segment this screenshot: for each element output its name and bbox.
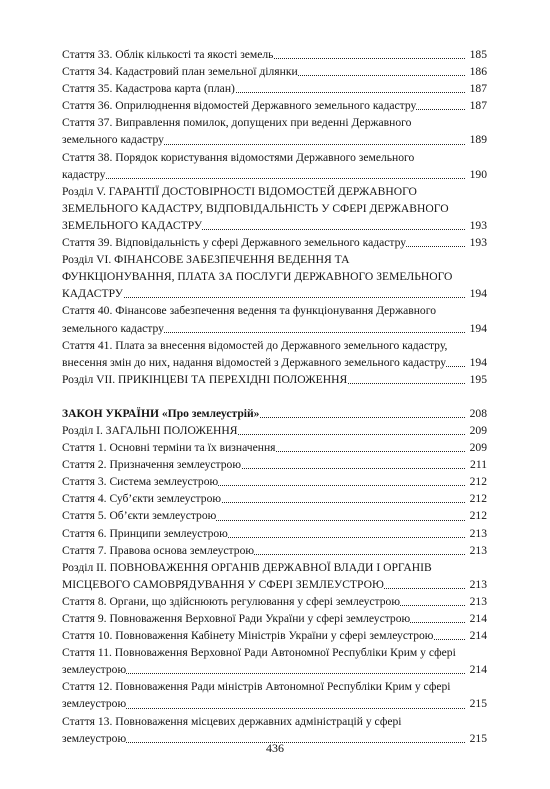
toc-entry-title: Розділ ІІ. ПОВНОВАЖЕННЯ ОРГАНІВ ДЕРЖАВНОЇ ВЛАДИ І ОРГАНІВ МІСЦЕВОГО САМОВРЯДУВАННЯ У СФЕРІ ЗЕМЛЕУСТРОЮ xyxy=(62,560,432,591)
toc-entry xyxy=(62,542,487,559)
toc-entry-title: Стаття 13. Повноваження місцевих державних адміністрацій у сфері землеустрою xyxy=(62,714,402,745)
toc-entry-title: Стаття 34. Кадастровий план земельної ділянки xyxy=(62,65,298,79)
toc-entry-page: 189 xyxy=(470,131,487,148)
toc-entry xyxy=(62,114,487,148)
toc-entry-title: Стаття 8. Органи, що здійснюють регулювання у сфері землеустрою xyxy=(62,594,401,608)
toc-entry xyxy=(62,371,487,388)
toc-entry-page: 213 xyxy=(470,525,487,542)
toc-entry-page: 195 xyxy=(470,371,487,388)
toc-entry-title: Розділ VI. ФІНАНСОВЕ ЗАБЕЗПЕЧЕННЯ ВЕДЕННЯ ТА ФУНКЦІОНУВАННЯ, ПЛАТА ЗА ПОСЛУГИ ДЕРЖАВНОГО ЗЕМЕЛЬНОГО КАДАСТРУ xyxy=(62,253,453,301)
toc-entry-title: Стаття 4. Суб’єкти землеустрою xyxy=(62,492,222,506)
toc-entry-page: 215 xyxy=(470,695,487,712)
toc-entry-title: Стаття 10. Повноваження Кабінету Міністрів України у сфері землеустрою xyxy=(62,629,434,643)
toc-entry xyxy=(62,97,487,114)
toc-entry xyxy=(62,627,487,644)
toc-entry-title: Стаття 38. Порядок користування відомостями Державного земельного кадастру xyxy=(62,150,415,181)
table-of-contents xyxy=(62,46,487,747)
toc-entry-page: 208 xyxy=(470,405,487,422)
toc-entry-title: Розділ І. ЗАГАЛЬНІ ПОЛОЖЕННЯ xyxy=(62,423,238,437)
toc-entry-page: 187 xyxy=(470,80,487,97)
toc-entry-page: 209 xyxy=(470,422,487,439)
toc-entry-title: Стаття 39. Відповідальність у сфері Державного земельного кадастру xyxy=(62,236,407,250)
toc-entry-page: 190 xyxy=(470,166,487,183)
toc-entry-title: Розділ V. ГАРАНТІЇ ДОСТОВІРНОСТІ ВІДОМОСТЕЙ ДЕРЖАВНОГО ЗЕМЕЛЬНОГО КАДАСТРУ, ВІДПОВІДАЛЬНІСТЬ У СФЕРІ ДЕРЖАВНОГО ЗЕМЕЛЬНОГО КАДАСТРУ xyxy=(62,184,449,232)
toc-entry-page: 211 xyxy=(470,456,487,473)
toc-entry-page: 214 xyxy=(470,627,487,644)
toc-entry xyxy=(62,302,487,336)
toc-entry-title: Стаття 2. Призначення землеустрою xyxy=(62,458,242,472)
toc-entry-title: Стаття 41. Плата за внесення відомостей до Державного земельного кадастру, внесення змін до них, надання відомостей з Державного земельного кадастру xyxy=(62,338,448,369)
toc-entry-page: 194 xyxy=(470,354,487,371)
toc-section-land-management-law xyxy=(62,405,487,747)
toc-entry-title: Стаття 37. Виправлення помилок, допущених при веденні Державного земельного кадастру xyxy=(62,116,412,147)
toc-entry-page: 214 xyxy=(470,661,487,678)
toc-entry xyxy=(62,610,487,627)
toc-entry-page: 186 xyxy=(470,63,487,80)
section-spacer xyxy=(62,388,487,405)
toc-entry-title: Стаття 12. Повноваження Ради міністрів Автономної Республіки Крим у сфері землеустрою xyxy=(62,680,451,711)
toc-entry xyxy=(62,422,487,439)
toc-entry xyxy=(62,183,487,234)
toc-entry-page: 213 xyxy=(470,576,487,593)
toc-entry-title: Стаття 1. Основні терміни та їх визначення xyxy=(62,441,276,455)
toc-entry xyxy=(62,439,487,456)
toc-entry-title: Стаття 5. Об’єкти землеустрою xyxy=(62,509,217,523)
toc-entry xyxy=(62,644,487,678)
toc-entry xyxy=(62,593,487,610)
toc-entry-page: 214 xyxy=(470,610,487,627)
page-number: 436 xyxy=(266,741,284,755)
toc-entry xyxy=(62,149,487,183)
toc-entry xyxy=(62,80,487,97)
toc-entry-title: Стаття 33. Облік кількості та якості земель xyxy=(62,48,274,61)
toc-entry-page: 193 xyxy=(470,234,487,251)
toc-entry xyxy=(62,473,487,490)
toc-entry xyxy=(62,559,487,593)
toc-entry xyxy=(62,337,487,371)
toc-entry-title: Стаття 9. Повноваження Верховної Ради України у сфері землеустрою xyxy=(62,612,411,625)
toc-entry-page: 212 xyxy=(470,507,487,524)
toc-entry-page: 209 xyxy=(470,439,487,456)
toc-entry-title: Стаття 11. Повноваження Верховної Ради Автономної Республіки Крим у сфері землеустрою xyxy=(62,646,456,677)
toc-entry-title: Стаття 35. Кадастрова карта (план) xyxy=(62,82,235,96)
toc-entry-title: Стаття 40. Фінансове забезпечення ведення та функціонування Державного земельного кадастру xyxy=(62,304,436,335)
dot-leader xyxy=(62,178,465,179)
toc-entry xyxy=(62,46,487,63)
toc-entry xyxy=(62,678,487,712)
toc-entry-page: 194 xyxy=(470,285,487,302)
toc-entry-title: Стаття 7. Правова основа землеустрою xyxy=(62,543,255,557)
toc-entry-title: Стаття 3. Система землеустрою xyxy=(62,475,219,489)
toc-entry-page: 187 xyxy=(470,97,487,114)
toc-entry xyxy=(62,490,487,507)
toc-entry-page: 212 xyxy=(470,473,487,490)
toc-entry-page: 185 xyxy=(470,46,487,63)
toc-entry-page: 215 xyxy=(470,730,487,747)
toc-entry xyxy=(62,405,487,422)
toc-entry-title: Стаття 36. Оприлюднення відомостей Державного земельного кадастру xyxy=(62,99,417,113)
toc-entry xyxy=(62,251,487,302)
toc-entry-title: Розділ VII. ПРИКІНЦЕВІ ТА ПЕРЕХІДНІ ПОЛОЖЕННЯ xyxy=(62,372,348,386)
toc-entry xyxy=(62,456,487,473)
toc-entry-page: 213 xyxy=(470,542,487,559)
toc-entry-title: ЗАКОН УКРАЇНИ «Про землеустрій» xyxy=(62,406,260,420)
toc-entry xyxy=(62,63,487,80)
toc-entry-page: 194 xyxy=(470,320,487,337)
toc-entry xyxy=(62,525,487,542)
toc-entry xyxy=(62,507,487,524)
toc-section-land-cadastre xyxy=(62,46,487,388)
toc-entry-title: Стаття 6. Принципи землеустрою xyxy=(62,526,228,540)
toc-entry-page: 213 xyxy=(470,593,487,610)
toc-entry-page: 193 xyxy=(470,217,487,234)
toc-entry xyxy=(62,234,487,251)
toc-entry-page: 212 xyxy=(470,490,487,507)
